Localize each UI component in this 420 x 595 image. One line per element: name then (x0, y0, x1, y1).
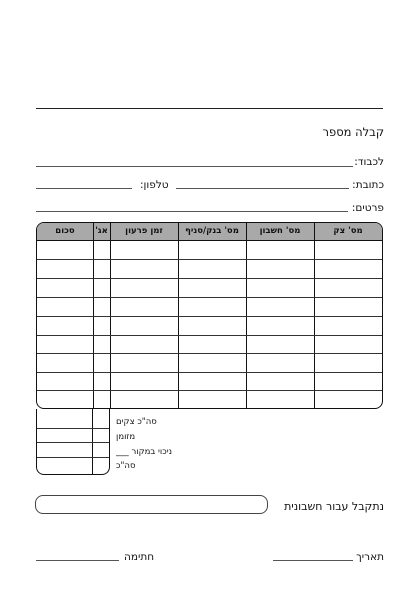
top-divider (36, 108, 383, 109)
table-row[interactable] (37, 316, 382, 317)
cheques-total-label: סה"כ צקים (116, 417, 157, 427)
signature-label: חתימה (124, 551, 155, 563)
column-header-bank-branch: מס' בנק/סניף (185, 226, 239, 236)
table-row[interactable] (37, 297, 382, 298)
date-label: תאריך (356, 551, 384, 563)
address-label: כתובת: (352, 179, 384, 191)
table-row[interactable] (37, 278, 382, 279)
table-row[interactable] (37, 335, 382, 336)
column-header-agorot: אג' (95, 226, 108, 236)
column-header-amount: סכום (55, 226, 75, 236)
table-row[interactable] (37, 259, 382, 260)
totals-row[interactable] (37, 428, 109, 429)
cash-label: מזומן (116, 432, 136, 442)
table-row[interactable] (37, 353, 382, 354)
signature-field[interactable] (36, 560, 119, 561)
received-on-account-label: נתקבל עבור חשבונית (284, 500, 384, 513)
invoice-number-field[interactable] (35, 495, 268, 514)
column-header-account-no: מס' חשבון (259, 226, 301, 236)
phone-label: טלפון: (140, 179, 169, 191)
to-field[interactable] (36, 166, 353, 167)
table-row[interactable] (37, 372, 382, 373)
to-label: לכבוד: (354, 156, 384, 168)
column-header-cheque-no: מס' צק (333, 226, 363, 236)
details-label: פרטים: (351, 202, 384, 214)
receipt-title: קבלה מספר (322, 125, 384, 139)
column-header-due-date: זמן פרעון (125, 226, 163, 236)
withholding-label: ניכוי במקור ___ (116, 447, 173, 457)
totals-box (36, 409, 110, 475)
cheques-table (36, 222, 383, 409)
table-row[interactable] (37, 390, 382, 391)
totals-row[interactable] (37, 442, 109, 443)
phone-field[interactable] (36, 188, 132, 189)
totals-row[interactable] (37, 457, 109, 458)
address-field[interactable] (176, 188, 349, 189)
details-field[interactable] (36, 211, 348, 212)
grand-total-label: סה"כ (116, 461, 136, 471)
date-field[interactable] (273, 560, 353, 561)
